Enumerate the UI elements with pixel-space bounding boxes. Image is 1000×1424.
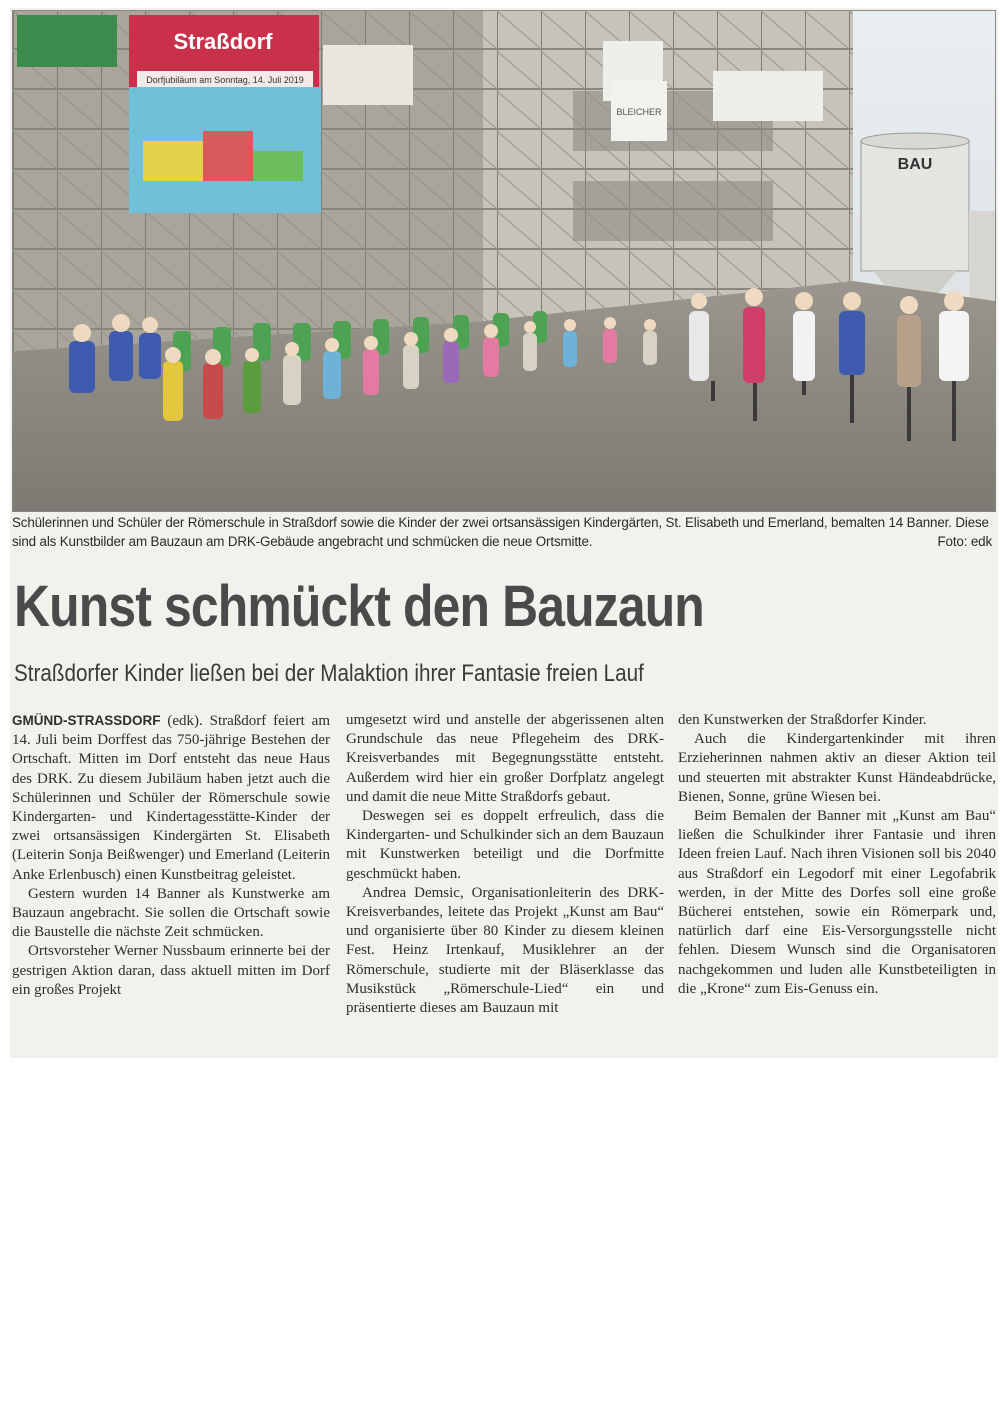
paragraph: den Kunstwerken der Straßdorfer Kinder. [678, 712, 927, 728]
banner-subtitle: Dorfjubiläum am Sonntag, 14. Juli 2019 [146, 75, 304, 85]
photo-image-icon [13, 11, 995, 511]
photo-caption [12, 513, 994, 551]
paragraph: Andrea Demsic, Organisationleiterin des DRK-Kreisverbandes, leitete das Projekt „Kunst am Bau“ und organisierte über 80 Kinder zu diesem kleinen Fest. Heinz Irtenkauf, Musiklehrer an der Römerschule, studierte mit der Bläserklasse das Musikstück „Römerschule-Lied“ ein und präsentierte dieses am Bauzaun mit [346, 884, 664, 1017]
building-sign: BLEICHER [616, 107, 662, 117]
paragraph: GMÜND-STRASSDORF (edk). Straßdorf feiert am 14. Juli beim Dorffest das 750-jährige Bestehen der Ortschaft. Mitten im Dorf entsteht das neue Haus des DRK. Zu diesem Jubiläum haben jetzt auch die Schülerinnen und Schüler der Römerschule sowie Kindergarten- und Kindertagesstätte-Kinder der zwei ortsansässigen Kindergärten St. Elisabeth (Leiterin Sonja Beißwenger) und Emerland (Leiterin Anke Erlenbusch) einen Kunstbeitrag geleistet. [12, 713, 330, 883]
dateline: GMÜND-STRASSDORF [12, 713, 161, 728]
paragraph: Auch die Kindergartenkinder mit ihren Erzieherinnen nahmen aktiv an dieser Aktion teil und steuerten mit abstrakter Kunst Händeabdrücke, Bienen, Sonne, grüne Wiesen bei. [678, 731, 996, 805]
photo-credit: Foto: edk [937, 534, 992, 549]
paragraph: Ortsvorsteher Werner Nussbaum erinnerte bei der gestrigen Aktion daran, dass aktuell mitten im Dorf ein großes Projekt [12, 943, 330, 998]
caption-text: Schülerinnen und Schüler der Römerschule in Straßdorf sowie die Kinder der zwei ortsansässigen Kindergärten, St. Elisabeth und Emerland, bemalten 14 Banner. Diese sind als Kunstbilder am Bauzaun am DRK-Gebäude angebracht und schmücken die neue Ortsmitte. [12, 515, 989, 549]
paragraph: Deswegen sei es doppelt erfreulich, dass die Kindergarten- und Schulkinder sich an dem Bauzaun mit Kunstwerken beteiligt und die Dorfmitte geschmückt haben. [346, 808, 664, 882]
paragraph: Gestern wurden 14 Banner als Kunstwerke am Bauzaun angebracht. Sie sollen die Ortschaft sowie die Baustelle die nächste Zeit schmücken. [12, 885, 330, 941]
article-column-2 [346, 711, 664, 1018]
subheadline: Straßdorfer Kinder ließen bei der Malaktion ihrer Fantasie freien Lauf [14, 660, 644, 687]
paragraph: umgesetzt wird und anstelle der abgerissenen alten Grundschule das neue Pflegeheim des DRK-Kreisverbandes mit Begegnungsstätte entsteht. Außerdem wird hier ein großer Dorfplatz angelegt und damit die neue Mitte Straßdorfs gebaut. [346, 712, 664, 805]
banner-title: Straßdorf [173, 29, 273, 54]
headline: Kunst schmückt den Bauzaun [14, 574, 704, 639]
newspaper-clipping [10, 8, 998, 1058]
article-column-1 [12, 711, 330, 1000]
article-photo [12, 10, 996, 512]
article-column-3 [678, 711, 996, 999]
silo-label: BAU [897, 156, 933, 173]
paragraph: Beim Bemalen der Banner mit „Kunst am Bau“ ließen die Schulkinder ihrer Fantasie und ihren Ideen freien Lauf. Nach ihren Visionen soll bis 2040 aus Straßdorf ein Legodorf mit einer Legofabrik werden, in der Mitte des Dorfes soll eine große Bücherei entstehen, sowie ein Römerpark und, natürlich darf eine Eis-Versorgungsstelle nicht fehlen. Diesem Wunsch sind die Organisatoren nachgekommen und luden alle Kunstbeteiligten in die „Krone“ zum Eis-Genuss ein. [678, 808, 996, 997]
article-body [12, 711, 996, 1056]
